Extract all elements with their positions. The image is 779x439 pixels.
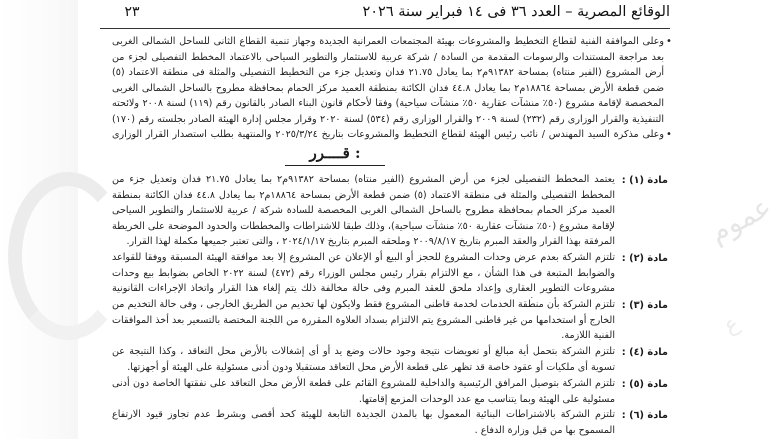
article-1-text: يعتمد المخطط التفصيلى لجزء من أرض المشروع (الفير منتاه) بمساحة ٩١٣٨٢م٢ بما يعادل ٢١.٧٥ فدان وتعديل جزء من المخطط التفصيلى والمثلة فى منطقة الاعتماد (٥) ضمن قطعة الأرض بمساحة ١٨٨٦٤م٢ بما يعادل ٤٤.٨ فدان الكائنة بمنطقة العميد مركز الحمام بمحافظة مطروح بالساحل الشمالى الغربى المخصصة للسادة شركة / عربية للاستثمار والتطوير السياحى لإقامة مشروع (٥٠٪ منشآت عقارية ٥٠٪ منشآت سياحية)، وذلك طبقا للاشتراطات والمخططات والحدود الموضحة على الخريطة المرفقة بهذا القرار والعقد المبرم بتاريخ ٢٠٠٩/٨/١٧ وملحقه المبرم بتاريخ ٢٠٢٤/١/١٧ ، والتى تعتبر جميعها مكملة لهذا القرار. [112,174,615,247]
header-rule [100,28,670,29]
verdict-heading: قــــرر : [309,144,361,162]
bullet-mark: • [666,129,672,140]
article-6-text: تلتزم الشركة بالاشتراطات البنائية المعمول بها بالمدن الجديدة التابعة للهيئة كحد أقصى وبشرط عدم تجاوز قيود الارتفاع المسموح بها من قبل وزارة الدفاع . [112,409,615,436]
watermark-mark: ﻋﻤﻮﻡ [704,189,777,250]
article-3-text: تلتزم الشركة بأن منطقة الخدمات لخدمة قاطنى المشروع فقط ولايكون لها تخديم من الطريق الخارجى ، وفى حالة التخديم من الخارج أو استخدامها من غير قاطنى المشروع يتم الالتزام بسداد العلاوة المقررة من اللجنة المختصة بالتسعير بعد أخذ الموافقات الفنية اللازمة. [112,299,615,341]
page-number: ٢٣ [124,4,140,20]
article-label: مادة (٣) : [621,300,668,311]
article-4-text: تلتزم الشركة بتحمل أية مبالغ أو تعويضات نتيجة وجود حالات وضع يد أو أى إشغالات بالأرض محل التعاقد ، وكذا النتيجة عن تسوية أى ملكيات أو عقود خاصة قد تظهر على قطعة الأرض محل التعاقد مستقبلا ودون أدنى مسئولية على الهيئة أو أجهزتها. [112,346,615,373]
watermark-mark-2: ﻉ [719,310,744,340]
article-label: مادة (٦) : [621,410,668,421]
article-label: مادة (١) : [621,175,668,186]
article-5-text: تلتزم الشركة بتوصيل المرافق الرئيسية والداخلية للمشروع القائم على قطعة الأرض محل التعاقد على نفقتها الخاصة دون أدنى مسئولية على الهيئة وبما يتناسب مع عدد الوحدات المزمع إقامتها. [112,378,615,405]
article-label: مادة (٥) : [621,379,668,390]
article-2-text: تلتزم الشركة بعدم عرض وحدات المشروع للحجز أو البيع أو الإعلان عن المشروع إلا بعد موافقة الهيئة المسبقة ووفقا للقواعد والضوابط المتبعة فى هذا الشأن ، مع الالتزام بقرار رئيس مجلس الوزراء رقم (٤٧٢) لسنة ٢٠٢٢ الخاص بضوابط بيع وحدات مشروعات التطوير العقارى وإعداد ملحق للعقد المبرم وفى حالة مخالفة ذلك يتم إلغاء هذا القرار واتخاذ الإجراءات القانونية [112,252,615,294]
verdict-underline [285,165,385,166]
article-label: مادة (٤) : [621,347,668,358]
bullet-mark: • [666,36,672,47]
article-label: مادة (٢) : [621,253,668,264]
preamble-paragraph-2: وعلى مذكرة السيد المهندس / نائب رئيس الهيئة لقطاع التخطيط والمشروعات بتاريخ ٢٠٢٥/٣/٢٤ والمنتهية بطلب استصدار القرار الوزارى [112,129,664,140]
gazette-header-title: الوقائع المصرية – العدد ٣٦ فى ١٤ فبراير سنة ٢٠٢٦ [362,4,670,20]
preamble-paragraph-1: وعلى الموافقة الفنية لقطاع التخطيط والمشروعات بهيئة المجتمعات العمرانية الجديدة وجهاز تنمية القطاع الثانى للساحل الشمالى الغربى بعد مراجعة المستندات والرسومات المقدمة من السادة / شركة عربية للاستثمار والتطوير السياحى بالاعتماد المخطط التفصيلى لجزء من أرض المشروع (الفير منتاه) بمساحة ٩١٣٨٢م٢ بما يعادل ٢١.٧٥ فدان وتعديل جزء من التخطيط التفصيلى والمثلة فى منطقة الاعتماد (٥) ضمن قطعة الأرض بمساحة ١٨٨٦٤م٢ بما يعادل ٤٤.٨ فدان الكائنة بمنطقة العميد مركز الحمام بمحافظة مطروح بالساحل الشمالى الغربى المخصصة لإقامة مشروع (٥٠٪ منشآت عقارية ٥٠٪ منشآت سياحية) وفقا لأحكام قانون البناء الصادر بالقانون رقم (١١٩) لسنة ٢٠٠٨ ولائحته التنفيذية والقرار الوزارى رقم (٢٣٢) لسنة ٢٠٠٩ والقرار الوزارى رقم (٥٣٤) لسنة ٢٠٢٠ وقرار مجلس إدارة الهيئة الصادر بجلسته رقم (١٧٠) [112,36,664,125]
watermark-ring [8,172,128,340]
